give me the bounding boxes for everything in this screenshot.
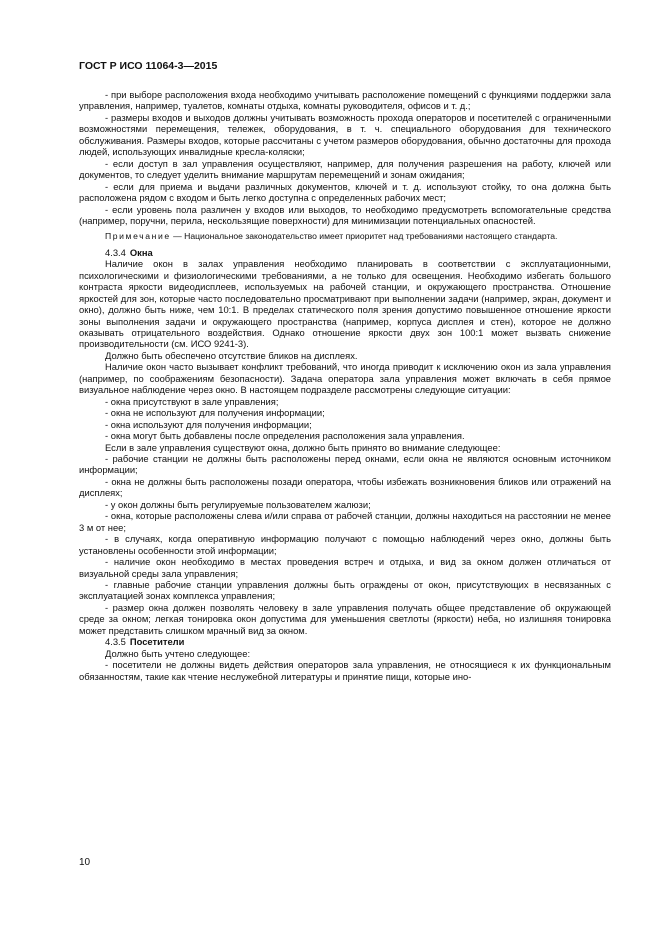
paragraph: - окна не должны быть расположены позади оператора, чтобы избежать возникновения бликов или отражений на дисплеях;: [79, 475, 611, 499]
section-title: Окна: [129, 246, 153, 258]
paragraph: Должно быть учтено следующее:: [105, 647, 251, 659]
section-title: Посетители: [129, 636, 185, 648]
page-number: 10: [79, 857, 91, 868]
paragraph: - посетители не должны видеть действия операторов зала управления, не относящиеся к их функциональным обязанностям, такие как чтение неслужебной литературы и принятие пищи, которые ино-: [79, 659, 611, 682]
paragraph: Должно быть обеспечено отсутствие бликов на дисплеях.: [105, 349, 358, 361]
paragraph: - окна, которые расположены слева и/или справа от рабочей станции, должны находиться на расстоянии не менее 3 м от нее;: [79, 510, 611, 533]
paragraph: - если уровень пола различен у входов или выходов, то необходимо предусмотреть вспомогательные средства (например, поручни, перила, нескользящие поверхности) для минимизации потенциальных опасностей.: [79, 203, 611, 226]
section-heading: [79, 636, 611, 647]
paragraph: - в случаях, когда оперативную информацию получают с помощью наблюдений через окно, должны быть установлены особенности этой информации;: [79, 533, 611, 556]
section-number: 4.3.5: [105, 636, 126, 648]
paragraph: - у окон должны быть регулируемые пользователем жалюзи;: [105, 498, 371, 510]
note-paragraph: [79, 231, 611, 241]
paragraph: Наличие окон часто вызывает конфликт требований, что иногда приводит к исключению окон из зала управления (например, по соображениям безопасности). Задача оператора зала управления может включать в себя прямое визуальное наблюдение через окно. В настоящем подразделе рассмотрены следующие ситуации:: [79, 361, 611, 396]
paragraph: - при выборе расположения входа необходимо учитывать расположение помещений с функциями поддержки зала управления, например, туалетов, комнаты отдыха, комнаты руководителя, офисов и т. д.;: [79, 89, 611, 112]
paragraph: - наличие окон необходимо в местах проведения встреч и отдыха, и вид за окном должен отличаться от визуальной среды зала управления;: [79, 556, 611, 579]
paragraph: Наличие окон в залах управления необходимо планировать в соответствии с эксплуатационными, психологическими и физиологическими требованиями, а не только для освещения. Необходимо избегать большого контраста яркости видеодисплеев, используемых на рабочей станции, и окружающего пространства. Отношение яркостей для зон, которые часто последовательно просматривают при выполнении задачи (например, экран, документ и окно), должно быть ниже, чем 10:1. В пределах статического поля зрения допустимо повышенное отношение яркости зоны выполнения задачи и окружающего пространства (например, корпуса дисплея и стен), которое не должно оказывать отрицательного воздействия. Однако отношение яркости двух зон 100:1 может вызвать снижение производительности (см. ИСО 9241-3).: [79, 258, 611, 350]
paragraph: - размер окна должен позволять человеку в зале управления получать общее представление об окружающей среде за окном; легкая тонировка окон допустима для уменьшения светлоты (яркости) неба, но излишняя тонировка может представить слишком мрачный вид за окном.: [79, 601, 611, 636]
paragraph: - главные рабочие станции управления должны быть ограждены от окон, присутствующих в несвязанных с эксплуатацией зонах комплекса управления;: [79, 578, 611, 602]
paragraph: - окна используют для получения информации;: [105, 418, 312, 430]
section-heading: [79, 247, 611, 258]
paragraph: Если в зале управления существуют окна, должно быть принято во внимание следующее:: [105, 441, 501, 453]
document-body: [79, 89, 611, 682]
paragraph: - если для приема и выдачи различных документов, ключей и т. д. используют стойку, то она должна быть расположена рядом с входом и быть легко доступна с определенных рабочих мест;: [79, 180, 611, 204]
paragraph: - окна не используют для получения информации;: [105, 407, 325, 419]
paragraph: - рабочие станции не должны быть расположены перед окнами, если окна не являются основным источником информации;: [79, 453, 611, 476]
note-label: Примечание: [105, 231, 171, 242]
note-text: — Национальное законодательство имеет приоритет над требованиями настоящего стандарта.: [170, 231, 558, 242]
paragraph: - окна присутствуют в зале управления;: [105, 395, 279, 407]
section-number: 4.3.4: [105, 246, 126, 258]
paragraph: - окна могут быть добавлены после определения расположения зала управления.: [105, 430, 465, 442]
paragraph: - размеры входов и выходов должны учитывать возможность прохода операторов и посетителей с ограниченными возможностями перемещения, тележек, оборудования, в т. ч. специального оборудования для технического обслуживания. Размеры входов, которые рассчитаны с учетом размеров оборудования, обычно достаточны для прохода людей, использующих инвалидные кресла-коляски;: [79, 111, 611, 158]
document-header: ГОСТ Р ИСО 11064-3—2015: [79, 60, 218, 72]
paragraph: - если доступ в зал управления осуществляют, например, для получения разрешения на работу, ключей или документов, то следует уделить внимание маршрутам перемещений и зонам ожидания;: [79, 157, 611, 181]
